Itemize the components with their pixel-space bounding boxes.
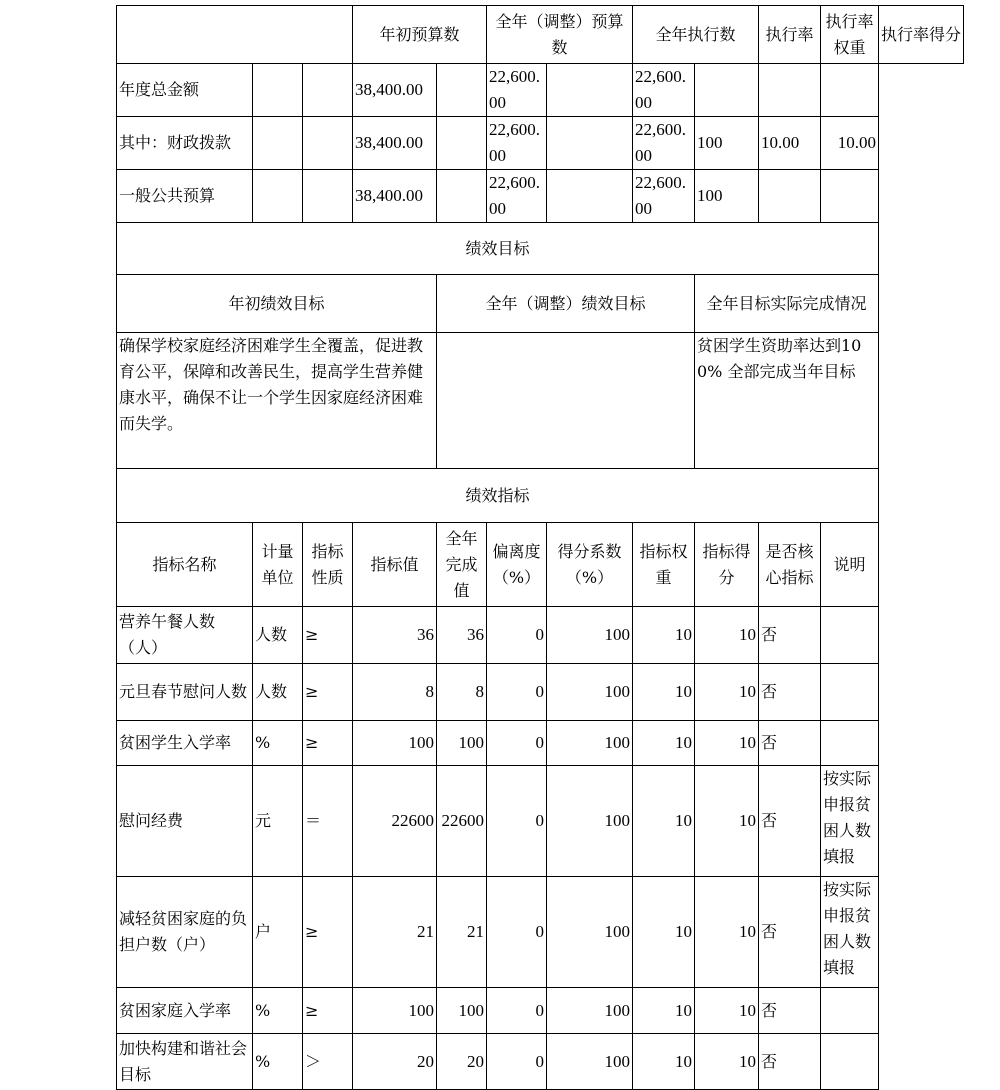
budget-row-label: 其中：财政拨款 bbox=[117, 117, 253, 170]
indicator-actual: 20 bbox=[437, 1034, 487, 1090]
budget-header-rate: 执行率 bbox=[759, 6, 821, 64]
indicator-score: 10 bbox=[695, 877, 759, 988]
budget-row-executed: 22,600.00 bbox=[633, 64, 695, 117]
budget-row-score: 10.00 bbox=[821, 117, 879, 170]
budget-row-weight bbox=[759, 170, 821, 223]
budget-header-executed: 全年执行数 bbox=[633, 6, 759, 64]
indicator-weight: 10 bbox=[633, 877, 695, 988]
budget-row-blank-cell bbox=[253, 117, 303, 170]
indicator-nature: ≥ bbox=[303, 607, 353, 664]
budget-header-weight: 执行率权重 bbox=[821, 6, 879, 64]
header-note: 说明 bbox=[821, 523, 879, 607]
budget-row-initial: 38,400.00 bbox=[353, 64, 437, 117]
indicator-target: 20 bbox=[353, 1034, 437, 1090]
goals-actual-text: 贫困学生资助率达到100% 全部完成当年目标 bbox=[695, 333, 879, 469]
budget-header-initial: 年初预算数 bbox=[353, 6, 487, 64]
budget-row-adjusted: 22,600.00 bbox=[487, 64, 547, 117]
indicator-score: 10 bbox=[695, 721, 759, 766]
indicator-actual: 100 bbox=[437, 988, 487, 1034]
budget-row-rate bbox=[695, 64, 759, 117]
indicator-target: 22600 bbox=[353, 766, 437, 877]
header-nature: 指标性质 bbox=[303, 523, 353, 607]
indicator-note: 按实际申报贫困人数填报 bbox=[821, 766, 879, 877]
indicator-weight: 10 bbox=[633, 766, 695, 877]
indicator-score-coef: 100 bbox=[547, 664, 633, 721]
indicator-core: 否 bbox=[759, 721, 821, 766]
indicator-core: 否 bbox=[759, 766, 821, 877]
indicator-deviation: 0 bbox=[487, 766, 547, 877]
indicator-actual: 22600 bbox=[437, 766, 487, 877]
indicator-unit: 户 bbox=[253, 877, 303, 988]
indicator-weight: 10 bbox=[633, 607, 695, 664]
indicator-target: 100 bbox=[353, 721, 437, 766]
budget-row-weight bbox=[759, 64, 821, 117]
indicator-target: 100 bbox=[353, 988, 437, 1034]
header-core: 是否核心指标 bbox=[759, 523, 821, 607]
budget-row bbox=[117, 170, 964, 223]
indicator-target: 36 bbox=[353, 607, 437, 664]
indicator-score-coef: 100 bbox=[547, 877, 633, 988]
performance-table bbox=[116, 5, 964, 1090]
indicator-actual: 100 bbox=[437, 721, 487, 766]
indicator-note bbox=[821, 988, 879, 1034]
indicator-row bbox=[117, 664, 964, 721]
indicator-actual: 21 bbox=[437, 877, 487, 988]
indicator-actual: 36 bbox=[437, 607, 487, 664]
indicator-score-coef: 100 bbox=[547, 721, 633, 766]
budget-row-blank-cell bbox=[303, 64, 353, 117]
indicator-target: 21 bbox=[353, 877, 437, 988]
budget-row-executed: 22,600.00 bbox=[633, 117, 695, 170]
indicator-score-coef: 100 bbox=[547, 1034, 633, 1090]
budget-header-blank bbox=[117, 6, 353, 64]
goals-adjusted-text bbox=[437, 333, 695, 469]
indicator-unit: % bbox=[253, 721, 303, 766]
indicator-name: 元旦春节慰问人数 bbox=[117, 664, 253, 721]
indicator-weight: 10 bbox=[633, 1034, 695, 1090]
goals-initial-text: 确保学校家庭经济困难学生全覆盖，促进教育公平，保障和改善民生，提高学生营养健康水平，确保不让一个学生因家庭经济困难而失学。 bbox=[117, 333, 437, 469]
indicator-core: 否 bbox=[759, 1034, 821, 1090]
indicator-score: 10 bbox=[695, 607, 759, 664]
budget-row-adjusted: 22,600.00 bbox=[487, 170, 547, 223]
budget-row-blank-cell bbox=[303, 117, 353, 170]
budget-row-blank-cell bbox=[253, 170, 303, 223]
indicator-name: 贫困学生入学率 bbox=[117, 721, 253, 766]
indicator-weight: 10 bbox=[633, 988, 695, 1034]
goals-section-row bbox=[117, 223, 964, 275]
indicator-unit: 人数 bbox=[253, 607, 303, 664]
budget-row-blank-cell bbox=[547, 117, 633, 170]
goals-actual-header: 全年目标实际完成情况 bbox=[695, 275, 879, 333]
indicator-nature: ＞ bbox=[303, 1034, 353, 1090]
indicator-score-coef: 100 bbox=[547, 607, 633, 664]
budget-row-rate: 100 bbox=[695, 117, 759, 170]
indicator-row bbox=[117, 607, 964, 664]
indicator-score: 10 bbox=[695, 988, 759, 1034]
indicator-note bbox=[821, 607, 879, 664]
budget-row-initial: 38,400.00 bbox=[353, 117, 437, 170]
budget-row-blank-cell bbox=[437, 117, 487, 170]
indicator-weight: 10 bbox=[633, 721, 695, 766]
budget-row bbox=[117, 64, 964, 117]
indicator-deviation: 0 bbox=[487, 721, 547, 766]
indicator-note bbox=[821, 721, 879, 766]
indicator-row bbox=[117, 721, 964, 766]
goals-header-row bbox=[117, 275, 964, 333]
budget-row-initial: 38,400.00 bbox=[353, 170, 437, 223]
indicator-name: 减轻贫困家庭的负担户数（户） bbox=[117, 877, 253, 988]
indicators-section-title: 绩效指标 bbox=[117, 469, 879, 523]
indicator-unit: 元 bbox=[253, 766, 303, 877]
indicator-unit: % bbox=[253, 1034, 303, 1090]
indicator-note bbox=[821, 1034, 879, 1090]
header-unit: 计量单位 bbox=[253, 523, 303, 607]
budget-row-blank-cell bbox=[437, 64, 487, 117]
indicator-core: 否 bbox=[759, 607, 821, 664]
indicator-nature: ＝ bbox=[303, 766, 353, 877]
budget-header-row bbox=[117, 6, 964, 64]
indicator-unit: 人数 bbox=[253, 664, 303, 721]
budget-row-weight: 10.00 bbox=[759, 117, 821, 170]
indicator-name: 营养午餐人数（人） bbox=[117, 607, 253, 664]
budget-row-label: 年度总金额 bbox=[117, 64, 253, 117]
indicator-deviation: 0 bbox=[487, 877, 547, 988]
indicator-actual: 8 bbox=[437, 664, 487, 721]
header-deviation: 偏离度（%） bbox=[487, 523, 547, 607]
budget-header-score: 执行率得分 bbox=[879, 6, 964, 64]
budget-header-adjusted: 全年（调整）预算数 bbox=[487, 6, 633, 64]
indicator-nature: ≥ bbox=[303, 664, 353, 721]
goals-section-title: 绩效目标 bbox=[117, 223, 879, 275]
budget-row-blank-cell bbox=[437, 170, 487, 223]
indicator-name: 慰问经费 bbox=[117, 766, 253, 877]
header-weight: 指标权重 bbox=[633, 523, 695, 607]
header-score-coef: 得分系数（%） bbox=[547, 523, 633, 607]
budget-row-blank-cell bbox=[303, 170, 353, 223]
indicator-deviation: 0 bbox=[487, 1034, 547, 1090]
indicator-deviation: 0 bbox=[487, 988, 547, 1034]
goals-adjusted-header: 全年（调整）绩效目标 bbox=[437, 275, 695, 333]
indicator-row bbox=[117, 877, 964, 988]
budget-row-score bbox=[821, 64, 879, 117]
budget-row-blank-cell bbox=[547, 64, 633, 117]
budget-row-rate: 100 bbox=[695, 170, 759, 223]
indicator-score-coef: 100 bbox=[547, 988, 633, 1034]
budget-row-adjusted: 22,600.00 bbox=[487, 117, 547, 170]
budget-row-label: 一般公共预算 bbox=[117, 170, 253, 223]
header-actual: 全年完成值 bbox=[437, 523, 487, 607]
budget-row-score bbox=[821, 170, 879, 223]
indicator-target: 8 bbox=[353, 664, 437, 721]
budget-row bbox=[117, 117, 964, 170]
goals-initial-header: 年初绩效目标 bbox=[117, 275, 437, 333]
indicator-unit: % bbox=[253, 988, 303, 1034]
indicator-score-coef: 100 bbox=[547, 766, 633, 877]
indicator-row bbox=[117, 988, 964, 1034]
budget-row-executed: 22,600.00 bbox=[633, 170, 695, 223]
indicator-deviation: 0 bbox=[487, 607, 547, 664]
indicator-nature: ≥ bbox=[303, 988, 353, 1034]
indicator-score: 10 bbox=[695, 664, 759, 721]
indicator-core: 否 bbox=[759, 664, 821, 721]
indicator-note bbox=[821, 664, 879, 721]
header-target: 指标值 bbox=[353, 523, 437, 607]
indicator-name: 加快构建和谐社会目标 bbox=[117, 1034, 253, 1090]
goals-content-row bbox=[117, 333, 964, 469]
indicator-row bbox=[117, 1034, 964, 1090]
indicator-nature: ≥ bbox=[303, 877, 353, 988]
indicator-deviation: 0 bbox=[487, 664, 547, 721]
budget-row-blank-cell bbox=[547, 170, 633, 223]
indicators-header-row bbox=[117, 523, 964, 607]
indicator-nature: ≥ bbox=[303, 721, 353, 766]
header-indicator-name: 指标名称 bbox=[117, 523, 253, 607]
indicator-score: 10 bbox=[695, 766, 759, 877]
indicator-core: 否 bbox=[759, 988, 821, 1034]
indicators-section-row bbox=[117, 469, 964, 523]
indicator-row bbox=[117, 766, 964, 877]
indicator-score: 10 bbox=[695, 1034, 759, 1090]
indicator-weight: 10 bbox=[633, 664, 695, 721]
header-score: 指标得分 bbox=[695, 523, 759, 607]
indicator-name: 贫困家庭入学率 bbox=[117, 988, 253, 1034]
budget-row-blank-cell bbox=[253, 64, 303, 117]
indicator-note: 按实际申报贫困人数填报 bbox=[821, 877, 879, 988]
indicator-core: 否 bbox=[759, 877, 821, 988]
